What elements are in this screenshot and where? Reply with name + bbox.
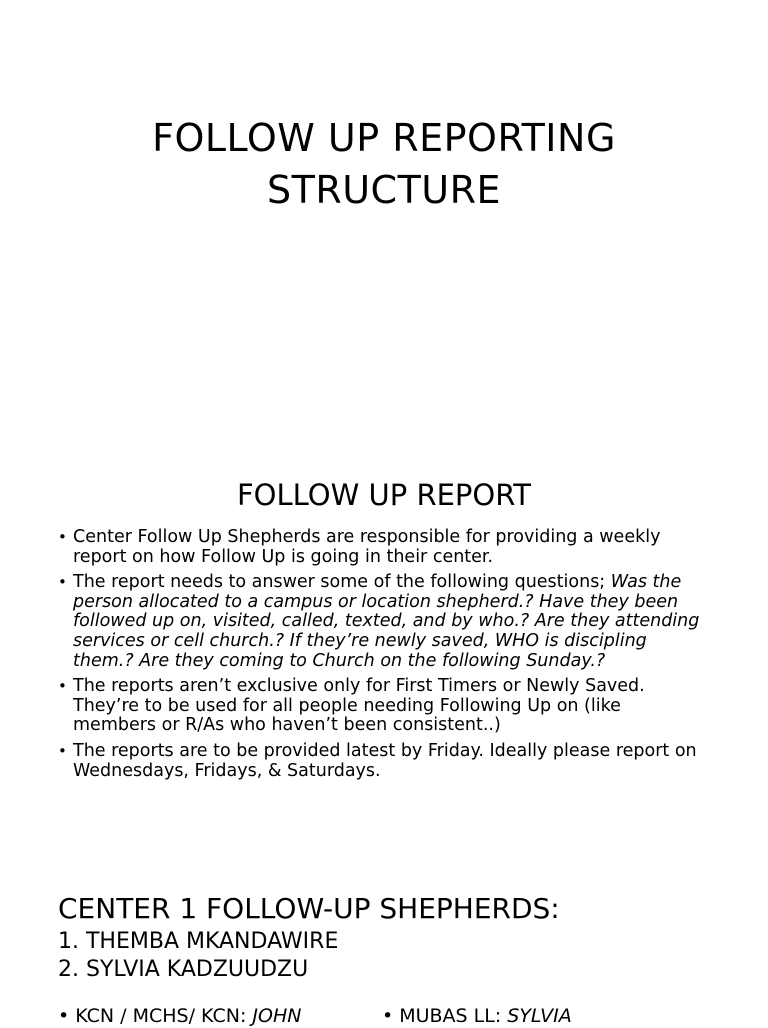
section-heading: CENTER 1 FOLLOW-UP SHEPHERDS: (58, 892, 560, 925)
center-item (382, 1004, 572, 1028)
title-line-1: FOLLOW UP REPORTING (152, 116, 616, 160)
section-heading: FOLLOW UP REPORT (237, 478, 531, 512)
center-label: KCN / MCHS/ KCN: (75, 1005, 253, 1027)
list-item (58, 573, 708, 671)
list-item: 1. THEMBA MKANDAWIRE (58, 929, 339, 954)
bullet-emphasis: Was the person allocated to a campus or location shepherd.? Have they been followed up on, visited, called, texted, and by who.? Are they attending services or cell church.? If they’re newly saved, WHO is discipling them.? Are they coming to Church on the following Sunday.? (73, 572, 700, 671)
slide-center-shepherds (0, 840, 768, 1027)
list-item: 2. SYLVIA KADZUUDZU (58, 957, 309, 982)
page-title (0, 112, 768, 216)
bullet-text: Center Follow Up Shepherds are responsible for providing a weekly report on how Follow Up is going in their center. (73, 527, 661, 567)
list-item (58, 677, 708, 736)
center-item (58, 1004, 301, 1028)
bullet-text: The report needs to answer some of the following questions; (73, 572, 611, 593)
shepherd-list (58, 928, 338, 984)
title-line-2: STRUCTURE (266, 168, 502, 212)
bullet-dot: • (382, 1005, 394, 1027)
center-name: JOHN (252, 1005, 302, 1027)
list-item (58, 742, 708, 781)
bullet-dot: • (58, 1005, 70, 1027)
bullet-list (58, 528, 708, 787)
bullet-text: The reports aren’t exclusive only for First Timers or Newly Saved. They’re to be used for all people needing Following Up on (like members or R/As who haven’t been consistent..) (73, 676, 645, 736)
center-label: MUBAS LL: (399, 1005, 508, 1027)
list-item (58, 528, 708, 567)
bullet-text: The reports are to be provided latest by Friday. Ideally please report on Wednesdays, Fridays, & Saturdays. (73, 740, 697, 781)
slide-title (0, 0, 768, 440)
slide-follow-up-report (0, 440, 768, 840)
center-name: SYLVIA (507, 1005, 572, 1027)
